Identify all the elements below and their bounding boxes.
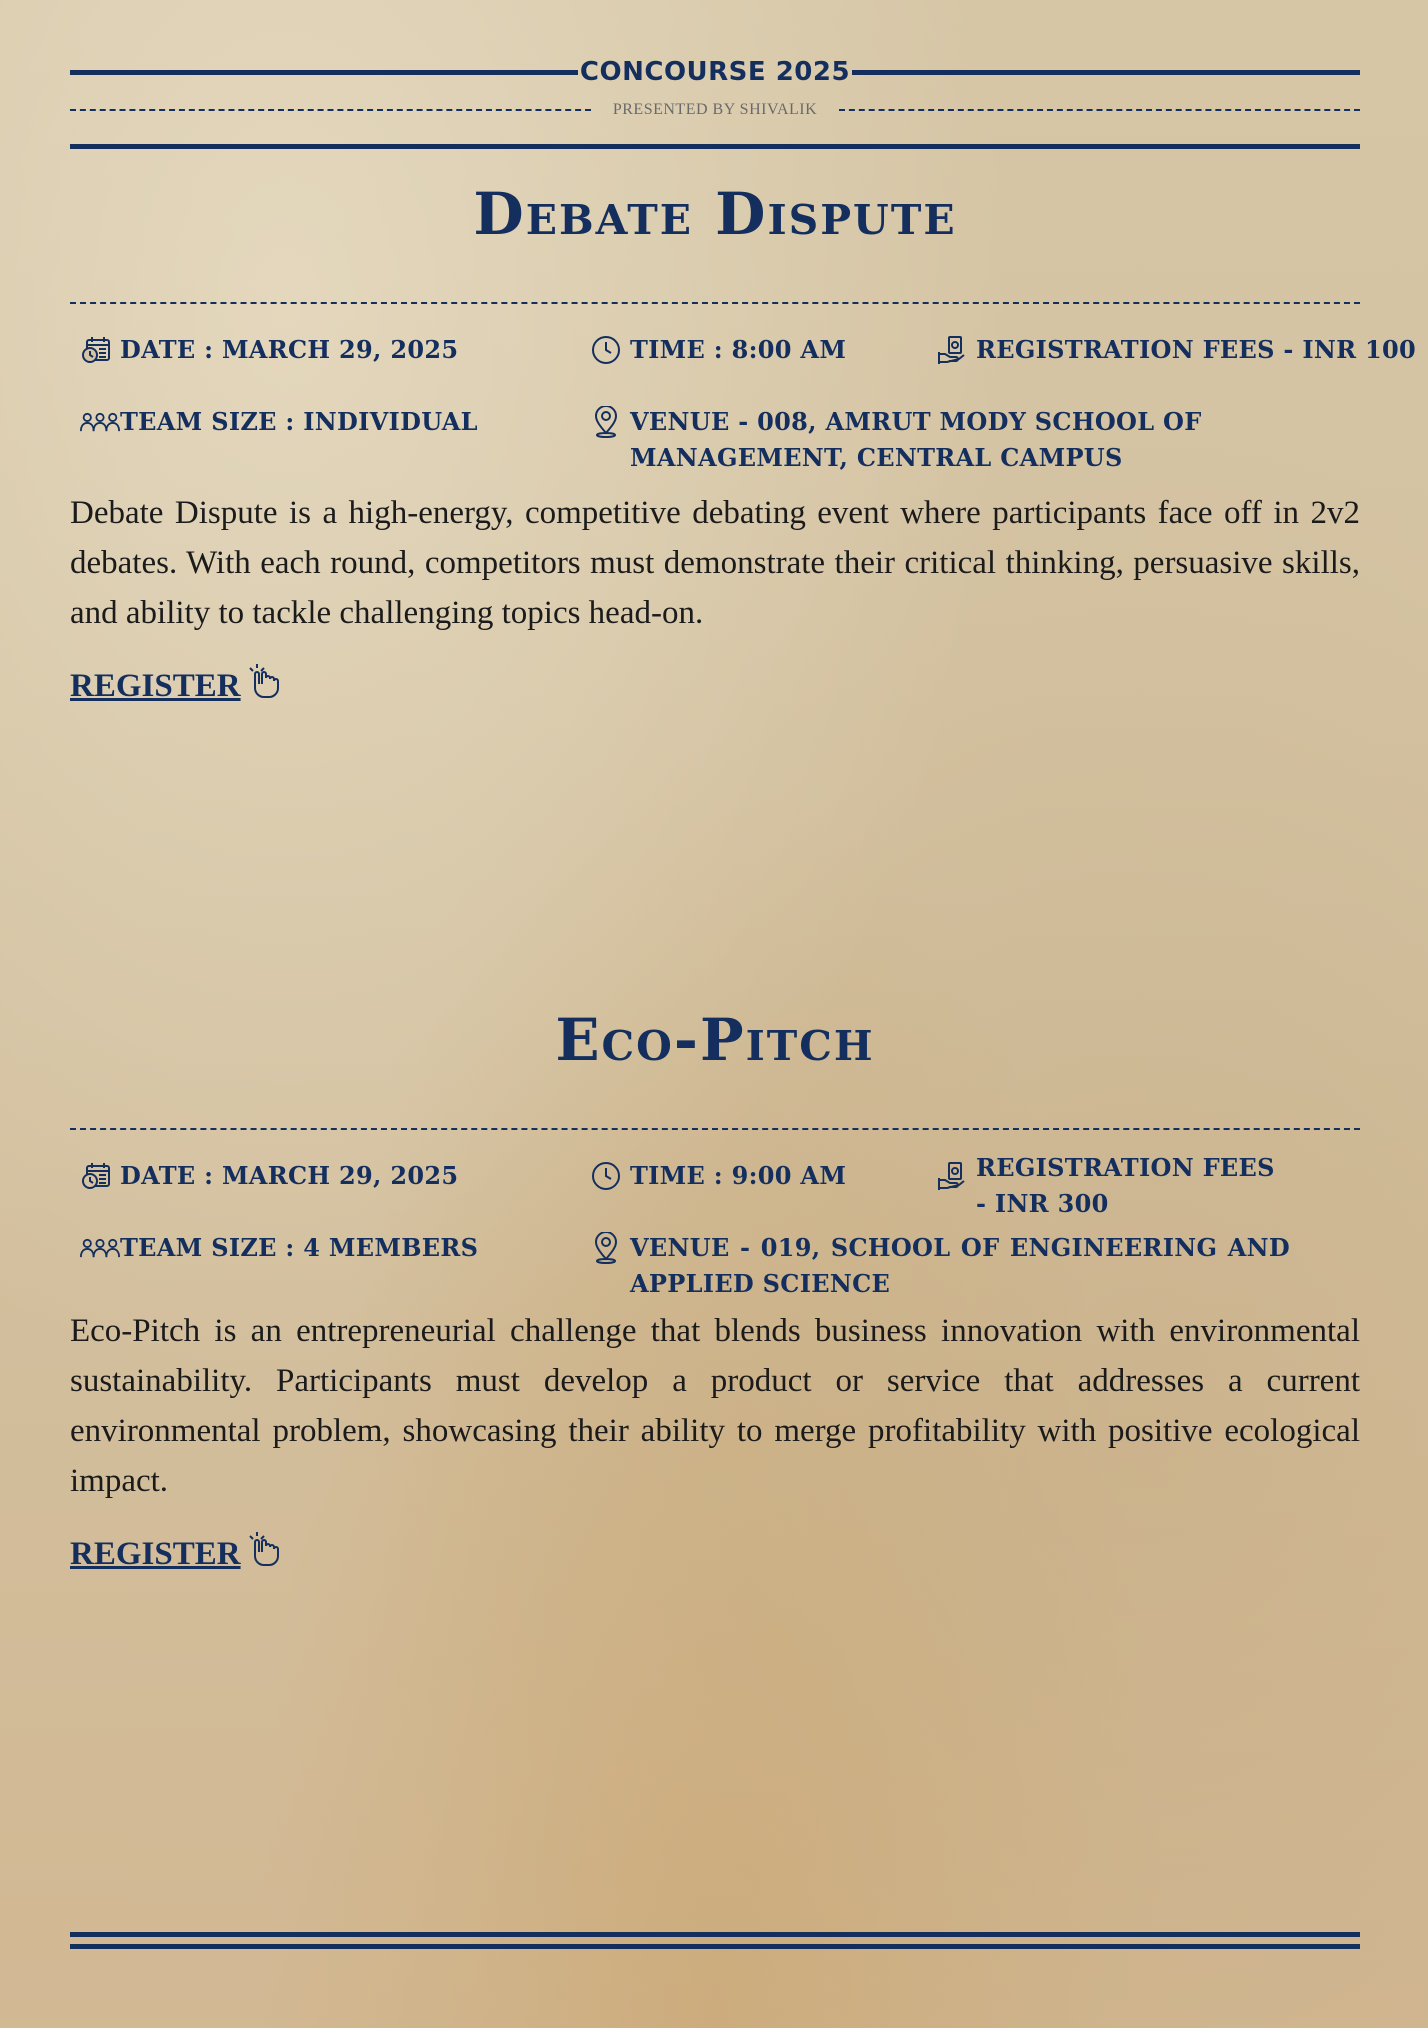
clock-icon [590, 332, 630, 368]
register-link[interactable] [70, 1530, 285, 1579]
event-divider [70, 1128, 1360, 1130]
event-team-size-text: TEAM SIZE : 4 MEMBERS [120, 1233, 479, 1262]
event-venue-text: VENUE - 019, SCHOOL OF ENGINEERING AND APPLIED SCIENCE [630, 1233, 1290, 1298]
header-title: CONCOURSE 2025 [579, 57, 851, 87]
team-icon [80, 1230, 120, 1266]
event-team-size-text: TEAM SIZE : INDIVIDUAL [120, 407, 478, 436]
event-fees [936, 1150, 1276, 1222]
pointer-hand-icon [241, 1530, 285, 1579]
event-time-text: TIME : 8:00 AM [630, 335, 847, 364]
money-hand-icon [936, 1158, 976, 1194]
event-venue-text: VENUE - 008, AMRUT MODY SCHOOL OF MANAGEMENT, CENTRAL CAMPUS [630, 407, 1202, 472]
header-bottom-rule [70, 144, 1360, 149]
footer-rule-bottom [70, 1944, 1360, 1949]
event-team-size [80, 1230, 560, 1266]
event-venue [590, 1230, 1290, 1302]
header-dash-left [70, 109, 591, 111]
event-date-text: DATE : MARCH 29, 2025 [120, 1161, 459, 1190]
team-icon [80, 404, 120, 440]
header-subtitle-row [70, 98, 1360, 122]
footer-rule-top [70, 1932, 1360, 1937]
header-rule-left [70, 70, 578, 75]
header-dash-right [839, 109, 1360, 111]
event-time [590, 332, 910, 368]
location-pin-icon [590, 404, 630, 440]
event-description: Debate Dispute is a high-energy, competitive debating event where participants face off in 2v2 debates. With each round, competitors must demonstrate their critical thinking, persuasive skills, and ability to tackle challenging topics head-on. [70, 495, 1360, 631]
calendar-clock-icon [80, 332, 120, 368]
header-rule-right [852, 70, 1360, 75]
header-title-row [70, 56, 1360, 88]
register-label: REGISTER [70, 668, 241, 704]
event-time-text: TIME : 9:00 AM [630, 1161, 847, 1190]
event-divider [70, 302, 1360, 304]
event-date [80, 1158, 560, 1194]
event-fees-text: REGISTRATION FEES - INR 100 [976, 335, 1416, 364]
money-hand-icon [936, 332, 976, 368]
event-title: Debate Dispute [473, 180, 957, 248]
header-subtitle: PRESENTED BY SHIVALIK [612, 101, 818, 118]
calendar-clock-icon [80, 1158, 120, 1194]
event-time [590, 1158, 910, 1194]
event-fees [936, 332, 1416, 368]
event-fees-text: REGISTRATION FEES - INR 300 [976, 1153, 1275, 1218]
event-date-text: DATE : MARCH 29, 2025 [120, 335, 459, 364]
event-description: Eco-Pitch is an entrepreneurial challenge that blends business innovation with environmental sustainability. Participants must develop a product or service that addresses a current environmental problem, showcasing their ability to merge profitability with positive ecological impact. [70, 1313, 1360, 1499]
poster-page [70, 0, 1416, 2028]
pointer-hand-icon [241, 662, 285, 711]
register-link[interactable] [70, 662, 285, 711]
event-venue [590, 404, 1270, 476]
location-pin-icon [590, 1230, 630, 1266]
register-label: REGISTER [70, 1536, 241, 1572]
event-title: Eco-Pitch [555, 1006, 875, 1074]
event-date [80, 332, 560, 368]
clock-icon [590, 1158, 630, 1194]
event-team-size [80, 404, 560, 440]
